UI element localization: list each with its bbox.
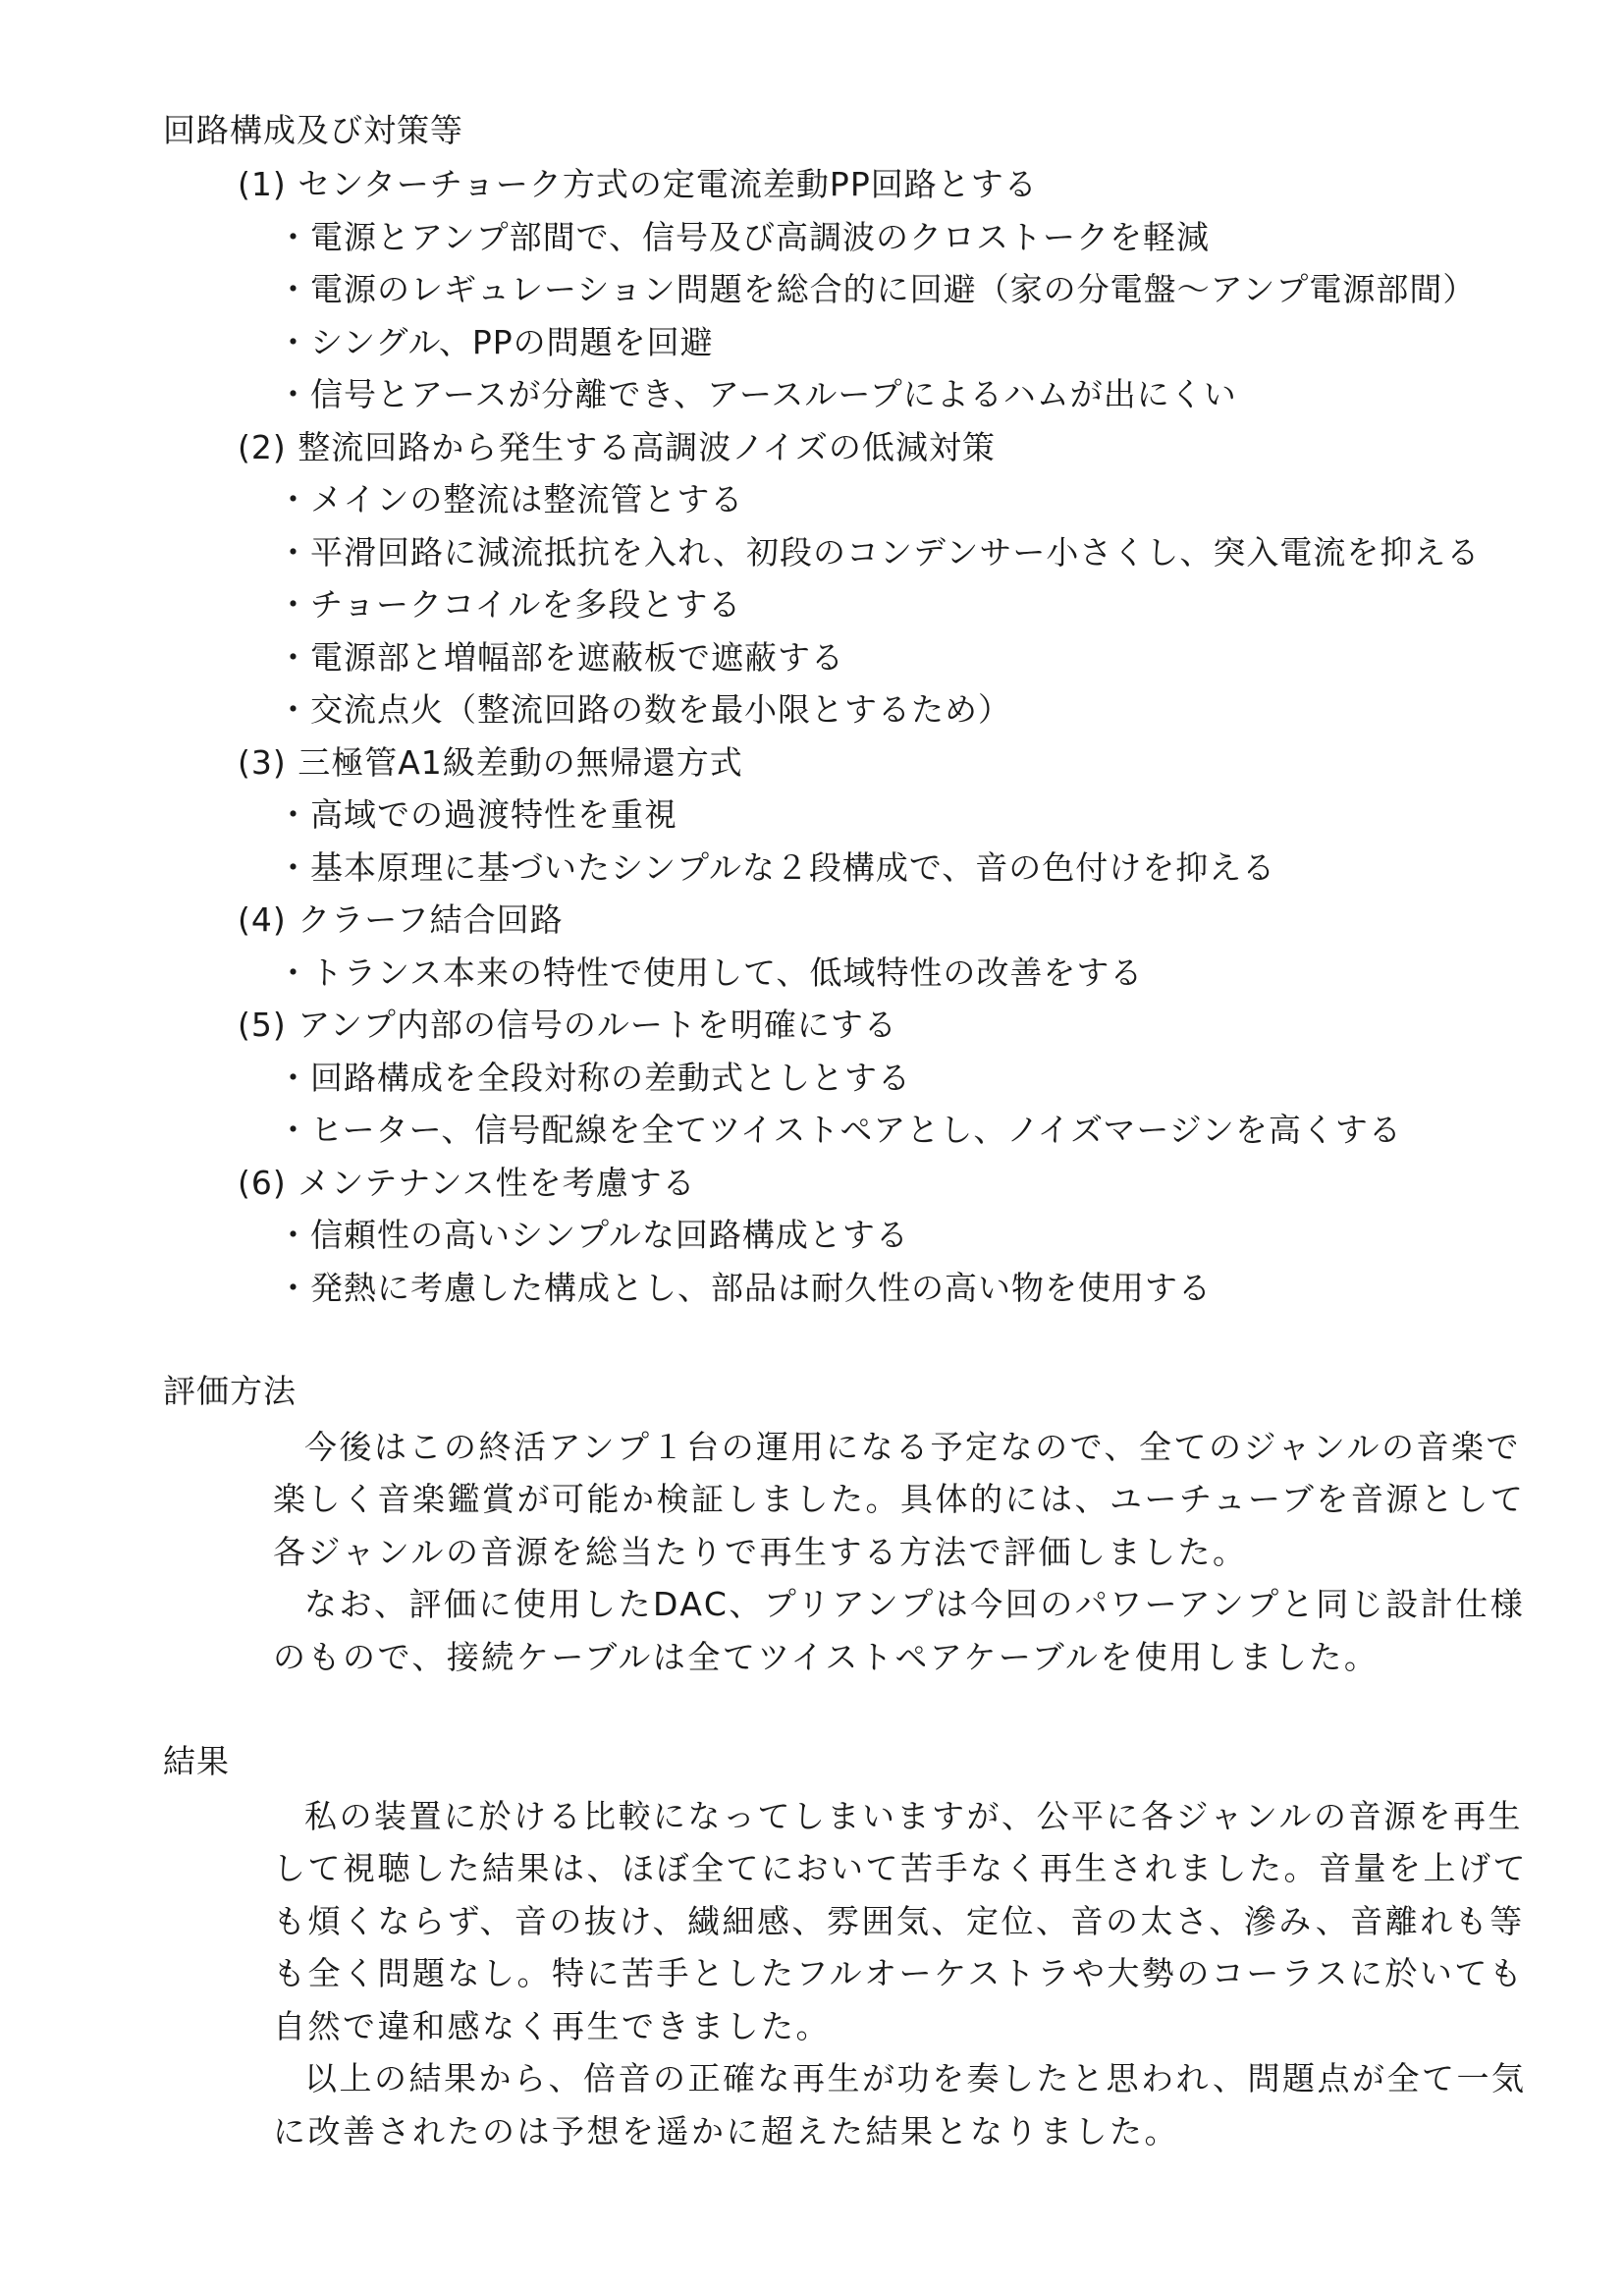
evaluation-line-1: 今後はこの終活アンプ１台の運用になる予定なので、全てのジャンルの音楽で (304, 1428, 1522, 1466)
bullet-6-2: ・発熱に考慮した構成とし、部品は耐久性の高い物を使用する (277, 1269, 1212, 1307)
bullet-1-1: ・電源とアンプ部間で、信号及び高調波のクロストークを軽減 (277, 218, 1211, 256)
item-5-label: (5) アンプ内部の信号のルートを明確にする (238, 1006, 897, 1044)
bullet-6-1: ・信頼性の高いシンプルな回路構成とする (277, 1216, 909, 1254)
evaluation-line-3: 各ジャンルの音源を総当たりで再生する方法で評価しました。 (273, 1533, 1248, 1571)
bullet-2-3: ・チョークコイルを多段とする (277, 585, 742, 624)
results-line-6: 以上の結果から、倍音の正確な再生が功を奏したと思われ、問題点が全て一気 (304, 2059, 1527, 2097)
section-heading-circuit: 回路構成及び対策等 (163, 111, 463, 149)
bullet-1-4: ・信号とアースが分離でき、アースループによるハムが出にくい (277, 375, 1237, 413)
results-line-5: 自然で違和感なく再生できました。 (273, 2007, 831, 2045)
item-1-label: (1) センターチョーク方式の定電流差動PP回路とする (238, 165, 1038, 203)
item-6-label: (6) メンテナンス性を考慮する (238, 1164, 696, 1202)
results-line-3: も煩くならず、音の抜け、繊細感、雰囲気、定位、音の太さ、滲み、音離れも等 (273, 1902, 1525, 1940)
bullet-5-1: ・回路構成を全段対称の差動式としとする (277, 1059, 911, 1097)
bullet-2-1: ・メインの整流は整流管とする (277, 480, 744, 518)
item-3-label: (3) 三極管A1級差動の無帰還方式 (238, 743, 743, 782)
section-heading-results: 結果 (163, 1742, 230, 1780)
bullet-2-5: ・交流点火（整流回路の数を最小限とするため） (277, 690, 1011, 729)
item-4-label: (4) クラーフ結合回路 (238, 900, 564, 939)
bullet-1-3: ・シングル、PPの問題を回避 (277, 323, 714, 361)
section-heading-evaluation: 評価方法 (163, 1372, 297, 1410)
bullet-2-4: ・電源部と増幅部を遮蔽板で遮蔽する (277, 638, 844, 677)
evaluation-line-4: なお、評価に使用したDAC、プリアンプは今回のパワーアンプと同じ設計仕様 (304, 1585, 1526, 1623)
bullet-3-2: ・基本原理に基づいたシンプルな２段構成で、音の色付けを抑える (277, 848, 1276, 887)
results-line-4: も全く問題なし。特に苦手としたフルオーケストラや大勢のコーラスに於いても (273, 1954, 1525, 1992)
item-2-label: (2) 整流回路から発生する高調波ノイズの低減対策 (238, 428, 996, 466)
results-line-7: に改善されたのは予想を遥かに超えた結果となりました。 (273, 2112, 1179, 2151)
evaluation-line-5: のもので、接続ケーブルは全てツイストペアケーブルを使用しました。 (273, 1638, 1380, 1676)
bullet-2-2: ・平滑回路に減流抵抗を入れ、初段のコンデンサー小さくし、突入電流を抑える (277, 533, 1481, 572)
results-line-1: 私の装置に於ける比較になってしまいますが、公平に各ジャンルの音源を再生 (304, 1797, 1524, 1835)
bullet-1-2: ・電源のレギュレーション問題を総合的に回避（家の分電盤～アンプ電源部間） (277, 270, 1477, 308)
bullet-5-2: ・ヒーター、信号配線を全てツイストペアとし、ノイズマージンを高くする (277, 1111, 1402, 1149)
bullet-3-1: ・高域での過渡特性を重視 (277, 795, 677, 834)
bullet-4-1: ・トランス本来の特性で使用して、低域特性の改善をする (277, 953, 1144, 992)
results-line-2: して視聴した結果は、ほぼ全てにおいて苦手なく再生されました。音量を上げて (273, 1849, 1528, 1887)
evaluation-line-2: 楽しく音楽鑑賞が可能か検証しました。具体的には、ユーチューブを音源として (273, 1480, 1526, 1518)
